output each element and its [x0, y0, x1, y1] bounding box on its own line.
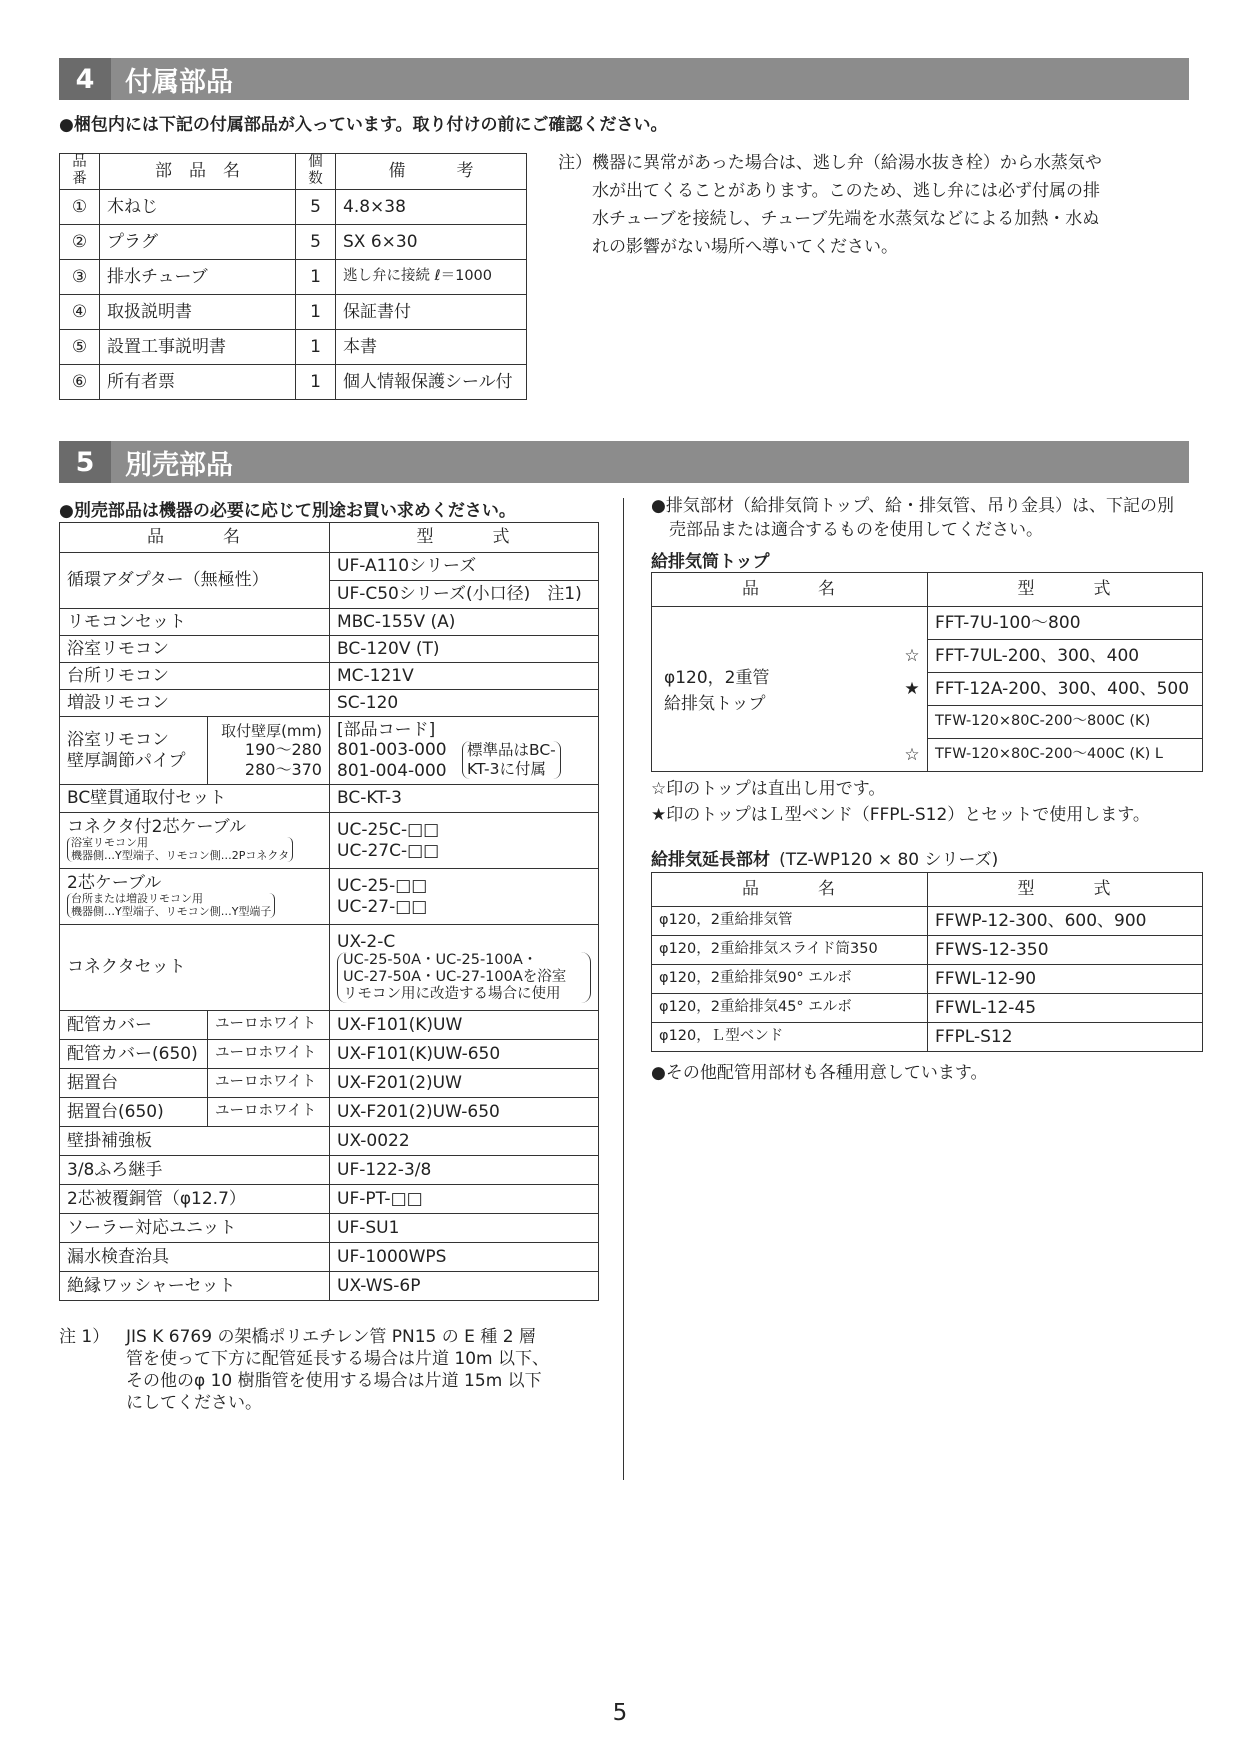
part-model: UF-1000WPS [330, 1243, 599, 1272]
part-note: 個人情報保護シール付 [336, 364, 527, 399]
header-cell: 型 式 [330, 523, 599, 553]
part-code-label: [部品コード] [337, 719, 436, 740]
part-model: UF-122-3/8 [330, 1156, 599, 1185]
part-sub-note-line: 機器側…Y型端子、リモコン側…Y型端子 [71, 904, 272, 918]
header-cell: 型 式 [928, 573, 1203, 607]
section-4-lead: ●梱包内には下記の付属部品が入っています。取り付けの前にご確認ください。 [59, 115, 668, 135]
accessory-table [59, 153, 527, 400]
part-qty: 5 [296, 224, 336, 259]
part-model [330, 813, 599, 869]
extension-table [651, 872, 1203, 1052]
part-color: ユーロホワイト [208, 1069, 330, 1098]
vent-top-name-line: φ120，2重管 [664, 668, 770, 688]
table-header-row [60, 523, 599, 553]
header-cell: 型 式 [928, 873, 1203, 907]
extension-title-sub: (TZ-WP120 × 80 シリーズ) [779, 850, 999, 870]
part-model [330, 869, 599, 925]
standard-note-line: KT-3に付属 [467, 760, 546, 778]
part-name: BC壁貫通取付セット [60, 785, 330, 813]
part-model-line: UC-27C-□□ [337, 840, 440, 861]
section-5-lead: ●別売部品は機器の必要に応じて別途お買い求めください。 [59, 501, 516, 521]
table-row [60, 1156, 599, 1185]
part-model: UF-SU1 [330, 1214, 599, 1243]
footnote-label: 注 1） [59, 1327, 110, 1347]
table-row [60, 294, 527, 329]
part-model: SC-120 [330, 690, 599, 717]
note-label: 注） [558, 153, 592, 173]
vent-top-table [651, 572, 1203, 772]
footnote-line: JIS K 6769 の架橋ポリエチレン管 PN15 の E 種 2 層 [126, 1327, 536, 1347]
column-divider [623, 498, 624, 1480]
part-name: コネクタセット [60, 925, 330, 1011]
wall-thickness-range: 190〜280 [244, 740, 322, 760]
table-row [652, 965, 1203, 994]
connector-set-note-line: リモコン用に改造する場合に使用 [343, 986, 561, 1003]
connector-set-note-line: UC-25-50A・UC-25-100A・ [343, 952, 538, 969]
part-name: 浴室リモコン [60, 636, 330, 663]
table-row [60, 1069, 599, 1098]
table-row [60, 1040, 599, 1069]
table-header-row [60, 154, 527, 190]
part-name: 壁掛補強板 [60, 1127, 330, 1156]
header-cell: 品番 [60, 154, 100, 190]
extension-model: FFWL-12-90 [928, 965, 1203, 994]
part-name-line: コネクタ付2芯ケーブル [67, 816, 246, 837]
part-model: UX-0022 [330, 1127, 599, 1156]
table-row [60, 1098, 599, 1127]
part-model-line: UC-25C-□□ [337, 820, 440, 841]
mark-symbol: ☆ [904, 646, 920, 666]
part-model-line: UX-2-C [337, 931, 396, 952]
part-note: 保証書付 [336, 294, 527, 329]
part-model: MC-121V [330, 663, 599, 690]
exhaust-lead [651, 494, 1211, 542]
table-row [60, 869, 599, 925]
part-name: 配管カバー [60, 1011, 208, 1040]
part-no: ② [60, 224, 100, 259]
part-note: 4.8×38 [336, 189, 527, 224]
wall-thickness-range: 280〜370 [244, 759, 322, 779]
part-model: BC-120V (T) [330, 636, 599, 663]
note-line: 機器に異常があった場合は、逃し弁（給湯水抜き栓）から水蒸気や [592, 153, 1102, 173]
part-name: 取扱説明書 [100, 294, 296, 329]
extension-title-main: 給排気延長部材 [651, 850, 770, 870]
part-model: UF-PT-□□ [330, 1185, 599, 1214]
table-row [60, 663, 599, 690]
standard-note [462, 741, 561, 779]
vent-top-name [652, 607, 928, 772]
note-line: 水チューブを接続し、チューブ先端を水蒸気などによる加熱・水ぬ [592, 209, 1100, 229]
part-color: ユーロホワイト [208, 1011, 330, 1040]
part-qty: 1 [296, 294, 336, 329]
extension-model: FFWP-12-300、600、900 [928, 907, 1203, 936]
table-row [60, 553, 599, 581]
part-model-line: UC-25-□□ [337, 876, 428, 897]
part-name: 木ねじ [100, 189, 296, 224]
optional-parts-table [59, 522, 599, 1301]
header-cell: 品 名 [60, 523, 330, 553]
part-color: ユーロホワイト [208, 1040, 330, 1069]
table-row [60, 1214, 599, 1243]
part-model: UF-C50シリーズ(小口径) 注1) [330, 581, 599, 609]
part-note: 逃し弁に接続 ℓ＝1000 [336, 259, 527, 294]
part-model: UX-F201(2)UW-650 [330, 1098, 599, 1127]
mark-symbol [901, 607, 923, 640]
table-header-row [652, 873, 1203, 907]
table-row [60, 925, 599, 1011]
section-title: 付属部品 [125, 66, 233, 98]
table-row [60, 785, 599, 813]
vent-top-model: TFW-120×80C-200〜800C (K) [928, 706, 1203, 739]
table-row [60, 259, 527, 294]
part-sub-note [67, 893, 275, 918]
part-model: UX-F201(2)UW [330, 1069, 599, 1098]
part-qty: 1 [296, 329, 336, 364]
section-5-header [59, 441, 1189, 483]
table-row [60, 329, 527, 364]
part-note: 本書 [336, 329, 527, 364]
part-model: UX-F101(K)UW-650 [330, 1040, 599, 1069]
header-cell: 個数 [296, 154, 336, 190]
wall-thickness-label: 取付壁厚(mm) [221, 722, 322, 741]
table-row [652, 1023, 1203, 1052]
section-title: 別売部品 [125, 449, 233, 481]
vent-top-note: ★印のトップはＬ型ベンド（FFPL-S12）とセットで使用します。 [651, 805, 1150, 825]
part-name: 設置工事説明書 [100, 329, 296, 364]
part-name-line: 2芯ケーブル [67, 872, 162, 893]
table-header-row [652, 573, 1203, 607]
vent-top-name-line: 給排気トップ [664, 694, 766, 714]
part-code: 801-003-000 [337, 740, 447, 761]
part-no: ① [60, 189, 100, 224]
table-row [652, 907, 1203, 936]
part-model-line: UC-27-□□ [337, 896, 428, 917]
part-qty: 5 [296, 189, 336, 224]
extension-model: FFWS-12-350 [928, 936, 1203, 965]
part-name: ソーラー対応ユニット [60, 1214, 330, 1243]
part-qty: 1 [296, 364, 336, 399]
exhaust-lead-line: 売部品または適合するものを使用してください。 [669, 520, 1043, 540]
extension-name: φ120，2重給排気管 [652, 907, 928, 936]
section-number: 4 [59, 58, 111, 100]
part-model: MBC-155V (A) [330, 609, 599, 636]
part-sub-note-line: 台所または増設リモコン用 [71, 892, 203, 906]
footnote-line: 管を使って下方に配管延長する場合は片道 10m 以下、 [126, 1349, 549, 1369]
part-name: 循環アダプター（無極性） [60, 553, 330, 609]
wall-thickness [208, 717, 330, 785]
footnote-line: その他のφ 10 樹脂管を使用する場合は片道 15m 以下 [126, 1371, 542, 1391]
part-name: 増設リモコン [60, 690, 330, 717]
table-row [60, 1127, 599, 1156]
part-name-line: 壁厚調節パイプ [67, 750, 186, 771]
vent-top-model: TFW-120×80C-200〜400C (K) L [928, 739, 1203, 772]
part-model: UX-WS-6P [330, 1272, 599, 1301]
section-4-header [59, 58, 1189, 100]
extension-name: φ120，Ｌ型ベンド [652, 1023, 928, 1052]
extension-name: φ120，2重給排気45° エルボ [652, 994, 928, 1023]
table-row [652, 607, 1203, 640]
extension-name: φ120，2重給排気90° エルボ [652, 965, 928, 994]
part-name: 配管カバー(650) [60, 1040, 208, 1069]
part-name: リモコンセット [60, 609, 330, 636]
section-number: 5 [59, 441, 111, 483]
header-cell: 品 名 [652, 573, 928, 607]
note-line: れの影響がない場所へ導いてください。 [592, 237, 898, 257]
part-model [330, 717, 599, 785]
table-row [60, 224, 527, 259]
part-name: 2芯被覆銅管（φ12.7） [60, 1185, 330, 1214]
part-no: ⑥ [60, 364, 100, 399]
part-name: 台所リモコン [60, 663, 330, 690]
header-cell: 備 考 [336, 154, 527, 190]
extension-model: FFWL-12-45 [928, 994, 1203, 1023]
part-model: BC-KT-3 [330, 785, 599, 813]
extension-title [651, 845, 998, 870]
connector-set-note [337, 952, 591, 1003]
part-name [60, 869, 330, 925]
table-row [60, 609, 599, 636]
part-name: プラグ [100, 224, 296, 259]
standard-note-line: 標準品はBC- [467, 741, 556, 759]
vent-top-notes [651, 776, 1150, 828]
extension-note: ●その他配管用部材も各種用意しています。 [651, 1063, 988, 1083]
mark-symbol: ★ [904, 679, 920, 699]
part-name [60, 717, 208, 785]
part-sub-note-line: 浴室リモコン用 [71, 836, 148, 850]
part-no: ⑤ [60, 329, 100, 364]
table-row [60, 690, 599, 717]
vent-top-model: FFT-12A-200、300、400、500 [928, 673, 1203, 706]
part-qty: 1 [296, 259, 336, 294]
part-no: ③ [60, 259, 100, 294]
header-cell: 部 品 名 [100, 154, 296, 190]
table-row [60, 189, 527, 224]
table-row [60, 813, 599, 869]
part-name: 据置台 [60, 1069, 208, 1098]
vent-top-model: FFT-7UL-200、300、400 [928, 640, 1203, 673]
mark-symbol [901, 706, 923, 739]
part-name: 漏水検査治具 [60, 1243, 330, 1272]
part-model: UX-F101(K)UW [330, 1011, 599, 1040]
part-name: 据置台(650) [60, 1098, 208, 1127]
table-row [60, 717, 599, 785]
vent-top-note: ☆印のトップは直出し用です。 [651, 779, 886, 799]
part-code: 801-004-000 [337, 760, 447, 781]
part-name-line: 浴室リモコン [67, 730, 169, 751]
part-model [330, 925, 599, 1011]
part-sub-note-line: 機器側…Y型端子、リモコン側…2Pコネクタ [71, 848, 290, 862]
extension-name: φ120，2重給排気スライド筒350 [652, 936, 928, 965]
part-name: 排水チューブ [100, 259, 296, 294]
table-row [652, 936, 1203, 965]
footnote-line: にしてください。 [126, 1393, 262, 1413]
part-sub-note [67, 837, 293, 862]
note-line: 水が出てくることがあります。このため、逃し弁には必ず付属の排 [592, 181, 1100, 201]
header-cell: 品 名 [652, 873, 928, 907]
page-number: 5 [612, 1700, 628, 1726]
vent-top-title: 給排気筒トップ [651, 552, 770, 572]
part-color: ユーロホワイト [208, 1098, 330, 1127]
table-row [652, 994, 1203, 1023]
connector-set-note-line: UC-27-50A・UC-27-100Aを浴室 [343, 969, 567, 986]
part-name [60, 813, 330, 869]
vent-top-model: FFT-7U-100〜800 [928, 607, 1203, 640]
part-name: 絶縁ワッシャーセット [60, 1272, 330, 1301]
part-name: 所有者票 [100, 364, 296, 399]
table-row [60, 1243, 599, 1272]
table-row [60, 636, 599, 663]
table-row [60, 1185, 599, 1214]
table-row [60, 364, 527, 399]
part-model: UF-A110シリーズ [330, 553, 599, 581]
part-no: ④ [60, 294, 100, 329]
table-row [60, 1011, 599, 1040]
part-note: SX 6×30 [336, 224, 527, 259]
extension-model: FFPL-S12 [928, 1023, 1203, 1052]
mark-symbol: ☆ [904, 745, 920, 765]
exhaust-lead-line: ●排気部材（給排気筒トップ、給・排気管、吊り金具）は、下記の別 [651, 496, 1174, 516]
table-row [60, 1272, 599, 1301]
part-name: 3/8ふろ継手 [60, 1156, 330, 1185]
